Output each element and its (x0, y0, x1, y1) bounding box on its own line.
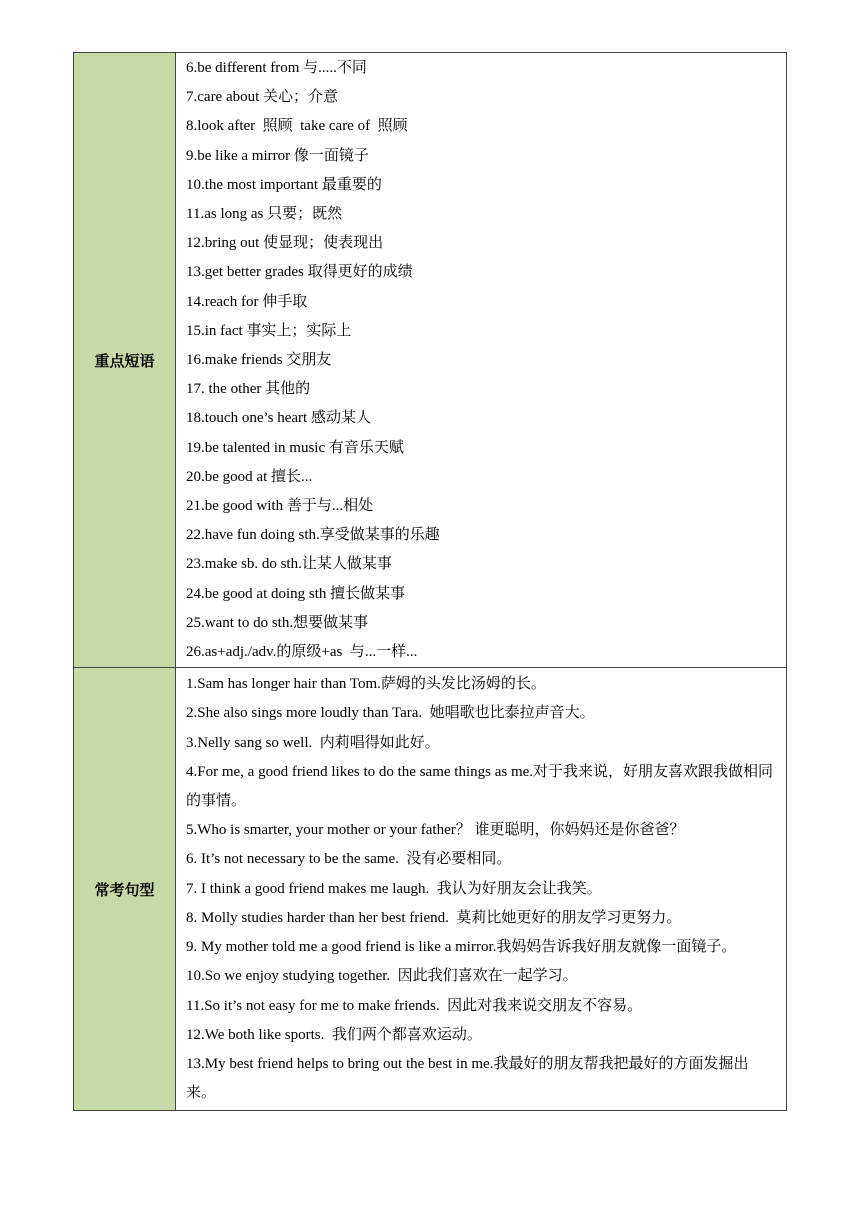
list-item: 12.bring out 使显现；使表现出 (186, 235, 384, 252)
phrase-list (176, 53, 787, 668)
list-item: 19.be talented in music 有音乐天赋 (186, 439, 404, 456)
list-item: 16.make friends 交朋友 (186, 352, 332, 369)
list-item: 6.be different from 与.....不同 (186, 60, 367, 76)
list-item: 13.My best friend helps to bring out the best in me.我最好的朋友帮我把最好的方面发掘出来。 (186, 1055, 749, 1102)
list-item: 22.have fun doing sth.享受做某事的乐趣 (186, 527, 440, 544)
list-item: 10.So we enjoy studying together. 因此我们喜欢在一起学习。 (186, 968, 578, 985)
list-item: 2.She also sings more loudly than Tara. 她唱歌也比泰拉声音大。 (186, 705, 595, 722)
list-item: 26.as+adj./adv.的原级+as 与...一样... (186, 644, 418, 661)
list-item: 11.So it’s not easy for me to make friends. 因此对我来说交朋友不容易。 (186, 997, 643, 1014)
list-item: 7. I think a good friend makes me laugh. 我认为好朋友会让我笑。 (186, 880, 602, 897)
list-item: 4.For me, a good friend likes to do the same things as me.对于我来说，好朋友喜欢跟我做相同的事情。 (186, 763, 774, 810)
list-item: 21.be good with 善于与...相处 (186, 498, 374, 515)
list-item: 6. It’s not necessary to be the same. 没有必要相同。 (186, 851, 512, 868)
list-item: 12.We both like sports. 我们两个都喜欢运动。 (186, 1026, 482, 1043)
list-item: 8. Molly studies harder than her best friend. 莫莉比她更好的朋友学习更努力。 (186, 909, 682, 926)
list-item: 23.make sb. do sth.让某人做某事 (186, 556, 392, 573)
section-label-sentences: 常考句型 (74, 668, 176, 1111)
list-item: 11.as long as 只要；既然 (186, 206, 343, 223)
list-item: 10.the most important 最重要的 (186, 176, 382, 193)
list-item: 25.want to do sth.想要做某事 (186, 614, 369, 631)
list-item: 1.Sam has longer hair than Tom.萨姆的头发比汤姆的长。 (186, 676, 546, 693)
list-item: 5.Who is smarter, your mother or your father？ 谁更聪明，你妈妈还是你爸爸？ (186, 822, 685, 839)
section-row-phrases (74, 53, 787, 668)
list-item: 13.get better grades 取得更好的成绩 (186, 264, 413, 281)
list-item: 18.touch one’s heart 感动某人 (186, 410, 371, 427)
list-item: 7.care about 关心；介意 (186, 89, 339, 106)
list-item: 9.be like a mirror 像一面镜子 (186, 147, 369, 164)
section-row-sentences (74, 668, 787, 1111)
list-item: 20.be good at 擅长... (186, 468, 313, 485)
section-label-phrases: 重点短语 (74, 53, 176, 668)
list-item: 3.Nelly sang so well. 内莉唱得如此好。 (186, 734, 440, 751)
sentence-list (176, 668, 787, 1111)
list-item: 17. the other 其他的 (186, 381, 311, 398)
list-item: 9. My mother told me a good friend is like a mirror.我妈妈告诉我好朋友就像一面镜子。 (186, 939, 737, 956)
list-item: 15.in fact 事实上；实际上 (186, 322, 352, 339)
list-item: 14.reach for 伸手取 (186, 293, 308, 310)
list-item: 8.look after 照顾 take care of 照顾 (186, 118, 408, 135)
study-notes-table (73, 52, 787, 1111)
list-item: 24.be good at doing sth 擅长做某事 (186, 585, 406, 602)
